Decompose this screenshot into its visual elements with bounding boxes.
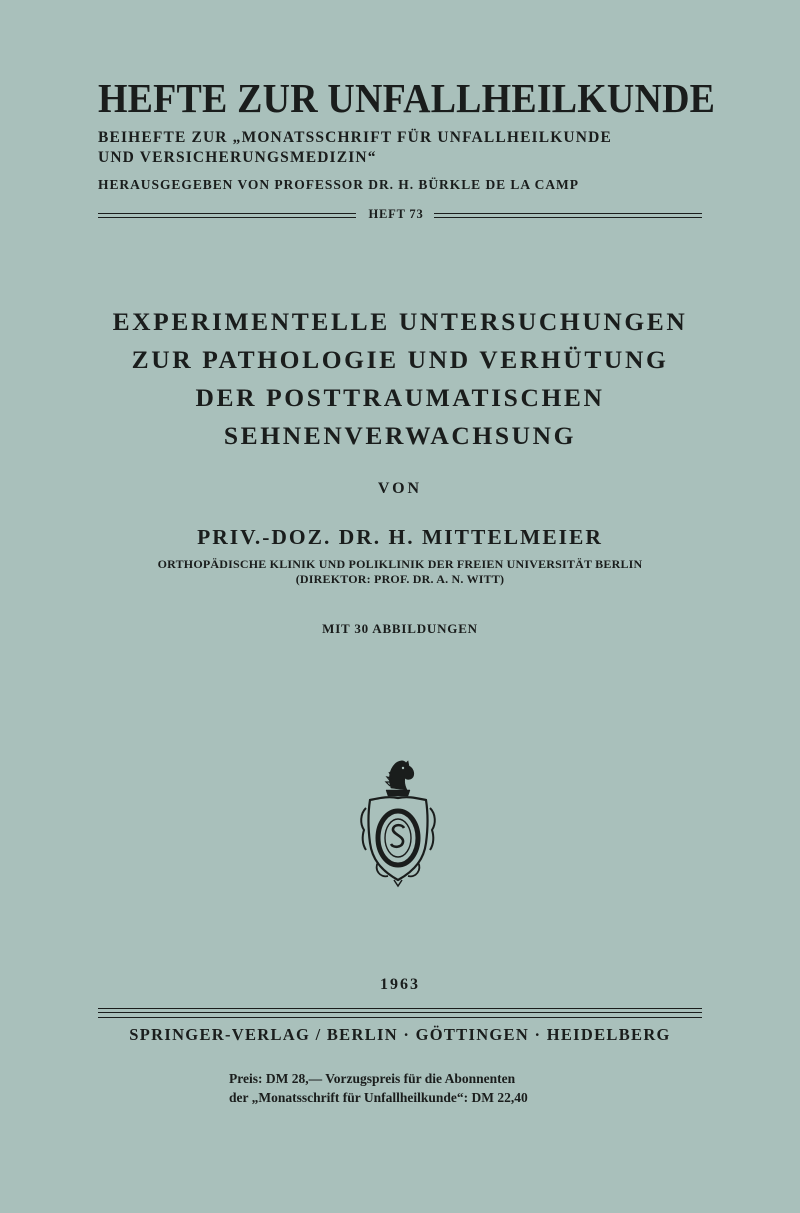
double-rule-right	[434, 213, 702, 218]
book-title-line-1: EXPERIMENTELLE UNTERSUCHUNGEN	[112, 307, 688, 336]
thin-rule-bottom	[98, 1017, 702, 1018]
issue-rule	[98, 207, 702, 225]
double-rule-bottom	[98, 1008, 702, 1013]
double-rule-left	[98, 213, 356, 218]
book-title-line-4: SEHNENVERWACHSUNG	[223, 421, 577, 450]
affiliation-line-1: ORTHOPÄDISCHE KLINIK UND POLIKLINIK DER FREIEN UNIVERSITÄT BERLIN	[157, 557, 643, 571]
book-title	[0, 303, 800, 455]
book-title-line-2: ZUR PATHOLOGIE UND VERHÜTUNG	[131, 345, 669, 374]
author-affiliation	[0, 557, 800, 587]
series-subtitle-line-2: UND VERSICHERUNGSMEDIZIN“	[98, 149, 377, 166]
price-line-1: Preis: DM 28,— Vorzugspreis für die Abonnenten	[229, 1071, 516, 1086]
author-name: PRIV.-DOZ. DR. H. MITTELMEIER	[197, 525, 603, 549]
publisher-line: SPRINGER-VERLAG / BERLIN · GÖTTINGEN · HEIDELBERG	[129, 1025, 671, 1044]
price-line-2: der „Monatsschrift für Unfallheilkunde“: DM 22,40	[229, 1090, 528, 1105]
by-label: VON	[377, 480, 423, 497]
issue-number: HEFT 73	[368, 207, 424, 221]
book-title-line-3: DER POSTTRAUMATISCHEN	[195, 383, 605, 412]
affiliation-line-2: (DIREKTOR: PROF. DR. A. N. WITT)	[295, 572, 505, 586]
price-note	[229, 1069, 528, 1107]
springer-chess-knight-emblem-icon	[358, 758, 438, 888]
series-title: HEFTE ZUR UNFALLHEILKUNDE	[98, 75, 716, 121]
series-subtitle	[98, 128, 612, 168]
series-editor: HERAUSGEGEBEN VON PROFESSOR DR. H. BÜRKLE DE LA CAMP	[98, 177, 579, 192]
publication-year: 1963	[380, 976, 420, 993]
illustrations-note: MIT 30 ABBILDUNGEN	[322, 621, 478, 636]
series-subtitle-line-1: BEIHEFTE ZUR „MONATSSCHRIFT FÜR UNFALLHEILKUNDE	[98, 129, 612, 146]
